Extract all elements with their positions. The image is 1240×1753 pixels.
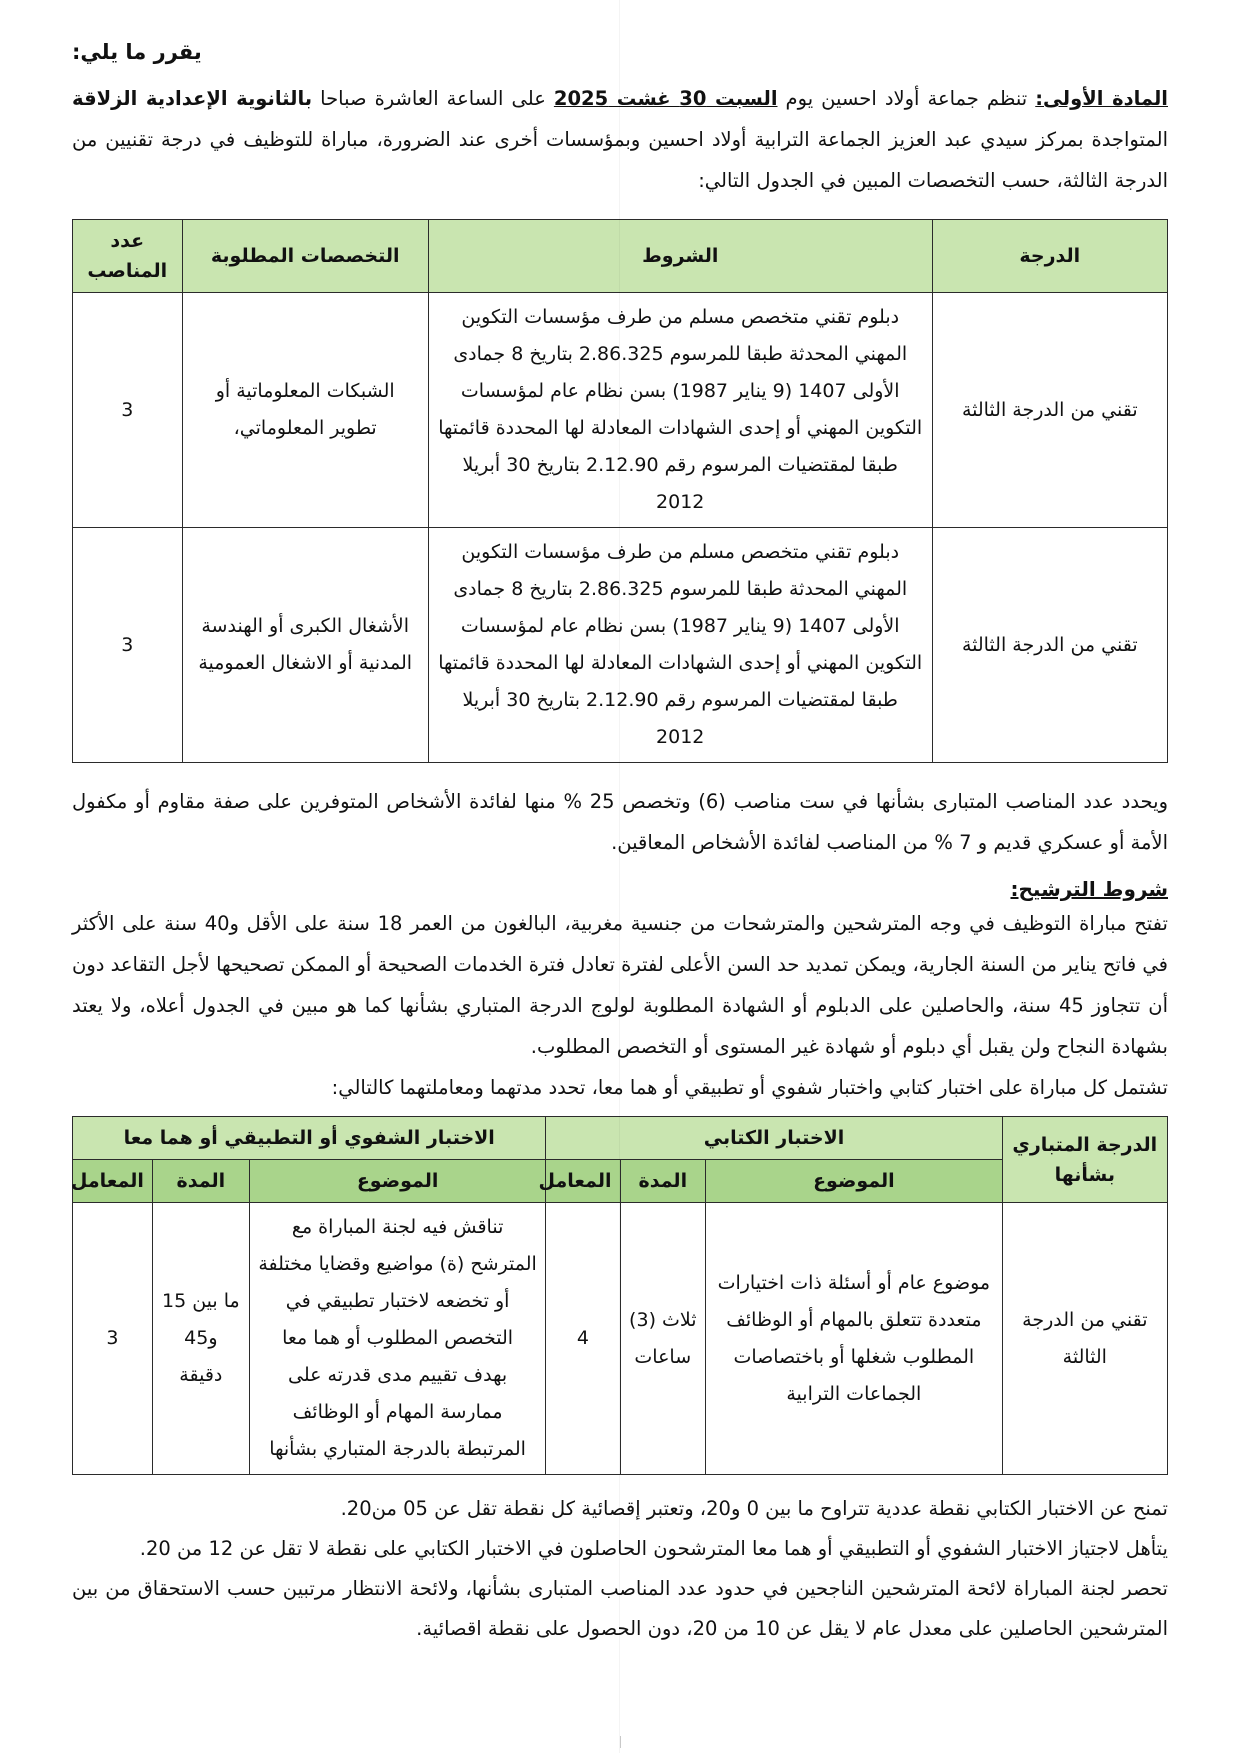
footer-tick <box>620 1736 621 1748</box>
table-row <box>73 1203 1168 1475</box>
article-one-text-3: المتواجدة بمركز سيدي عبد العزيز الجماعة الترابية أولاد احسين وبمؤسسات أخرى عند الضرورة، مباراة للتوظيف في درجة تقنيين من الدرجة الثالثة، حسب التخصصات المبين في الجدول التالي: <box>72 128 1168 192</box>
col-header-oral-duration: المدة <box>152 1160 249 1203</box>
degrees-table <box>72 219 1168 763</box>
col-header-oral-exam: الاختبار الشفوي أو التطبيقي أو هما معا <box>73 1117 546 1160</box>
table-header-row-group <box>73 1117 1168 1160</box>
article-one-date: السبت 30 غشت 2025 <box>553 87 778 110</box>
candidacy-conditions-paragraph: تفتح مباراة التوظيف في وجه المترشحين والمترشحات من جنسية مغربية، البالغون من العمر 18 سنة على الأقل و40 سنة على الأكثر في فاتح يناير من السنة الجارية، ويمكن تمديد حد السن الأعلى لفترة تعادل فترة الخدمات الصحيحة أو الممكن تصحيحها لأجل التقاعد دون أن تتجاوز 45 سنة، والحاصلين على الدبلوم أو الشهادة المطلوبة لولوج الدرجة المتباري بشأنها كما هو مبين في الجدول أعلاه، ولا يعتد بشهادة النجاح ولن يقبل أي دبلوم أو شهادة غير المستوى أو التخصص المطلوب. <box>72 912 1168 1058</box>
cell-positions: 3 <box>73 293 183 528</box>
col-header-exam-degree: الدرجة المتباري بشأنها <box>1002 1117 1167 1203</box>
table-header-row <box>73 220 1168 293</box>
cell-exam-degree: تقني من الدرجة الثالثة <box>1002 1203 1167 1475</box>
cell-conditions: دبلوم تقني متخصص مسلم من طرف مؤسسات التكوين المهني المحدثة طبقا للمرسوم 2.86.325 بتاريخ 8 جمادى الأولى 1407 (9 يناير 1987) بسن نظام عام لمؤسسات التكوين المهني أو إحدى الشهادات المعادلة لها المحددة قائمتها طبقا لمقتضيات المرسوم رقم 2.12.90 بتاريخ 30 أبريلا 2012 <box>428 293 932 528</box>
article-one-text-2: على الساعة العاشرة صباحا <box>312 87 554 110</box>
positions-allocation-paragraph: ويحدد عدد المناصب المتبارى بشأنها في ست مناصب (6) وتخصص 25 % منها لفائدة الأشخاص المتوفرين على صفة مقاوم أو مكفول الأمة أو عسكري قديم و 7 % من المناصب لفائدة الأشخاص المعاقين. <box>72 790 1168 854</box>
closing-note-final-list: تحصر لجنة المباراة لائحة المترشحين الناجحين في حدود عدد المناصب المتبارى بشأنها، ولائحة الانتظار مرتبين حسب الاستحقاق من بين المترشحين الحاصلين على معدل عام لا يقل عن 10 من 20، دون الحصول على نقطة اقصائية. <box>72 1577 1168 1640</box>
exams-table-body <box>73 1203 1168 1475</box>
col-header-oral-coefficient: المعامل <box>73 1160 153 1203</box>
cell-degree: تقني من الدرجة الثالثة <box>932 528 1167 763</box>
closing-note-qualification: يتأهل لاجتياز الاختبار الشفوي أو التطبيقي أو هما معا المترشحون الحاصلون في الاختبار الكتابي على نقطة لا تقل عن 12 من 20. <box>139 1537 1168 1560</box>
page-footer-mark <box>0 1736 1240 1737</box>
article-one-label: المادة الأولى: <box>1035 87 1168 110</box>
col-header-degree: الدرجة <box>932 220 1167 293</box>
cell-written-subject: موضوع عام أو أسئلة ذات اختيارات متعددة تتعلق بالمهام أو الوظائف المطلوب شغلها أو باختصاصات الجماعات الترابية <box>706 1203 1003 1475</box>
col-header-written-duration: المدة <box>620 1160 706 1203</box>
cell-oral-coefficient: 3 <box>73 1203 153 1475</box>
exams-table <box>72 1116 1168 1475</box>
cell-oral-duration: ما بين 15 و45 دقيقة <box>152 1203 249 1475</box>
decision-heading-text: يقرر ما يلي: <box>72 40 202 64</box>
cell-specialties: الشبكات المعلوماتية أو تطوير المعلوماتي، <box>182 293 428 528</box>
col-header-written-exam: الاختبار الكتابي <box>546 1117 1002 1160</box>
exams-table-head <box>70 1117 1168 1203</box>
table-row <box>73 293 1168 528</box>
cell-written-duration: ثلاث (3) ساعات <box>620 1203 706 1475</box>
degrees-table-body <box>73 293 1168 763</box>
exams-intro-paragraph: تشتمل كل مباراة على اختبار كتابي واختبار شفوي أو تطبيقي أو هما معا، تحدد مدتهما ومعاملتهما كالتالي: <box>331 1076 1168 1099</box>
article-one-text-1: تنظم جماعة أولاد احسين يوم <box>777 87 1036 110</box>
col-header-positions: عدد المناصب <box>73 220 183 293</box>
cell-conditions: دبلوم تقني متخصص مسلم من طرف مؤسسات التكوين المهني المحدثة طبقا للمرسوم 2.86.325 بتاريخ 8 جمادى الأولى 1407 (9 يناير 1987) بسن نظام عام لمؤسسات التكوين المهني أو إحدى الشهادات المعادلة لها المحددة قائمتها طبقا لمقتضيات المرسوم رقم 2.12.90 بتاريخ 30 أبريلا 2012 <box>428 528 932 763</box>
col-header-oral-subject: الموضوع <box>249 1160 546 1203</box>
col-header-conditions: الشروط <box>428 220 932 293</box>
article-one-paragraph <box>72 78 1168 201</box>
col-header-written-coefficient: المعامل <box>546 1160 620 1203</box>
cell-written-coefficient: 4 <box>546 1203 620 1475</box>
cell-degree: تقني من الدرجة الثالثة <box>932 293 1167 528</box>
cell-oral-subject: تناقش فيه لجنة المباراة مع المترشح (ة) مواضيع وقضايا مختلفة أو تخضعه لاختبار تطبيقي في التخصص المطلوب أو هما معا بهدف تقييم مدى قدرته على ممارسة المهام أو الوظائف المرتبطة بالدرجة المتباري بشأنها <box>249 1203 546 1475</box>
col-header-specialties: التخصصات المطلوبة <box>182 220 428 293</box>
decision-heading <box>72 40 1168 64</box>
closing-note-scoring: تمنح عن الاختبار الكتابي نقطة عددية تتراوح ما بين 0 و20، وتعتبر إقصائية كل نقطة تقل عن 05 من20. <box>340 1497 1168 1520</box>
cell-specialties: الأشغال الكبرى أو الهندسة المدنية أو الاشغال العمومية <box>182 528 428 763</box>
col-header-written-subject: الموضوع <box>706 1160 1003 1203</box>
table-row <box>73 528 1168 763</box>
article-one-place: بالثانوية الإعدادية الزلاقة <box>72 87 313 110</box>
cell-positions: 3 <box>73 528 183 763</box>
candidacy-conditions-heading: شروط الترشيح: <box>1010 877 1168 901</box>
degrees-table-head <box>73 220 1168 293</box>
